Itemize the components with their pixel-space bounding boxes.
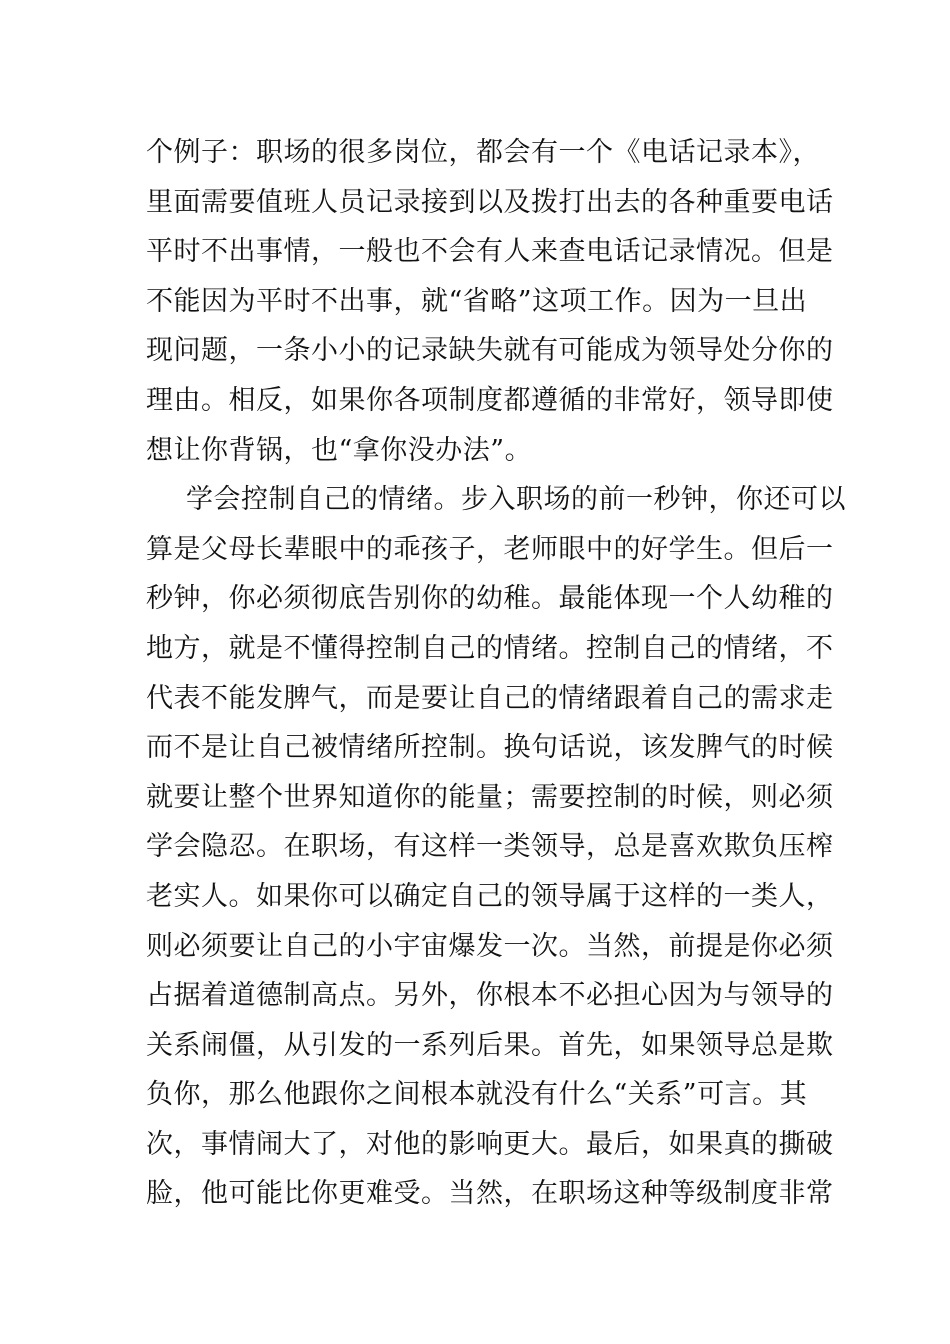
text-line: 就要让整个世界知道你的能量；需要控制的时候，则必须	[146, 781, 834, 813]
text-line: 学会隐忍。在职场，有这样一类领导，总是喜欢欺负压榨	[146, 831, 834, 863]
text-line: 现问题，一条小小的记录缺失就有可能成为领导处分你的	[146, 335, 834, 367]
text-line: 代表不能发脾气，而是要让自己的情绪跟着自己的需求走	[146, 682, 834, 714]
text-line: 次，事情闹大了，对他的影响更大。最后，如果真的撕破	[146, 1128, 834, 1160]
paragraph-start-line: 学会控制自己的情绪。步入职场的前一秒钟，你还可以	[186, 484, 846, 516]
text-line: 个例子：职场的很多岗位，都会有一个《电话记录本》，	[146, 137, 820, 168]
text-line: 负你，那么他跟你之间根本就没有什么“关系”可言。其	[146, 1079, 808, 1111]
text-line: 理由。相反，如果你各项制度都遵循的非常好，领导即使	[146, 384, 834, 416]
text-line: 不能因为平时不出事，就“省略”这项工作。因为一旦出	[146, 285, 808, 317]
text-line: 则必须要让自己的小宇宙爆发一次。当然，前提是你必须	[146, 930, 834, 962]
text-line: 里面需要值班人员记录接到以及拨打出去的各种重要电话	[146, 186, 834, 218]
text-line: 平时不出事情，一般也不会有人来查电话记录情况。但是	[146, 236, 834, 268]
text-line: 想让你背锅，也“拿你没办法”。	[146, 434, 533, 466]
text-line: 占据着道德制高点。另外，你根本不必担心因为与领导的	[146, 980, 834, 1012]
text-line: 关系闹僵，从引发的一系列后果。首先，如果领导总是欺	[146, 1029, 834, 1061]
text-line: 老实人。如果你可以确定自己的领导属于这样的一类人，	[146, 880, 834, 912]
body-text	[146, 128, 846, 1219]
text-line: 而不是让自己被情绪所控制。换句话说，该发脾气的时候	[146, 732, 834, 764]
text-line: 秒钟，你必须彻底告别你的幼稚。最能体现一个人幼稚的	[146, 583, 834, 615]
text-line: 脸，他可能比你更难受。当然，在职场这种等级制度非常	[146, 1178, 834, 1210]
text-line: 算是父母长辈眼中的乖孩子，老师眼中的好学生。但后一	[146, 533, 834, 565]
text-line: 地方，就是不懂得控制自己的情绪。控制自己的情绪，不	[146, 632, 834, 664]
